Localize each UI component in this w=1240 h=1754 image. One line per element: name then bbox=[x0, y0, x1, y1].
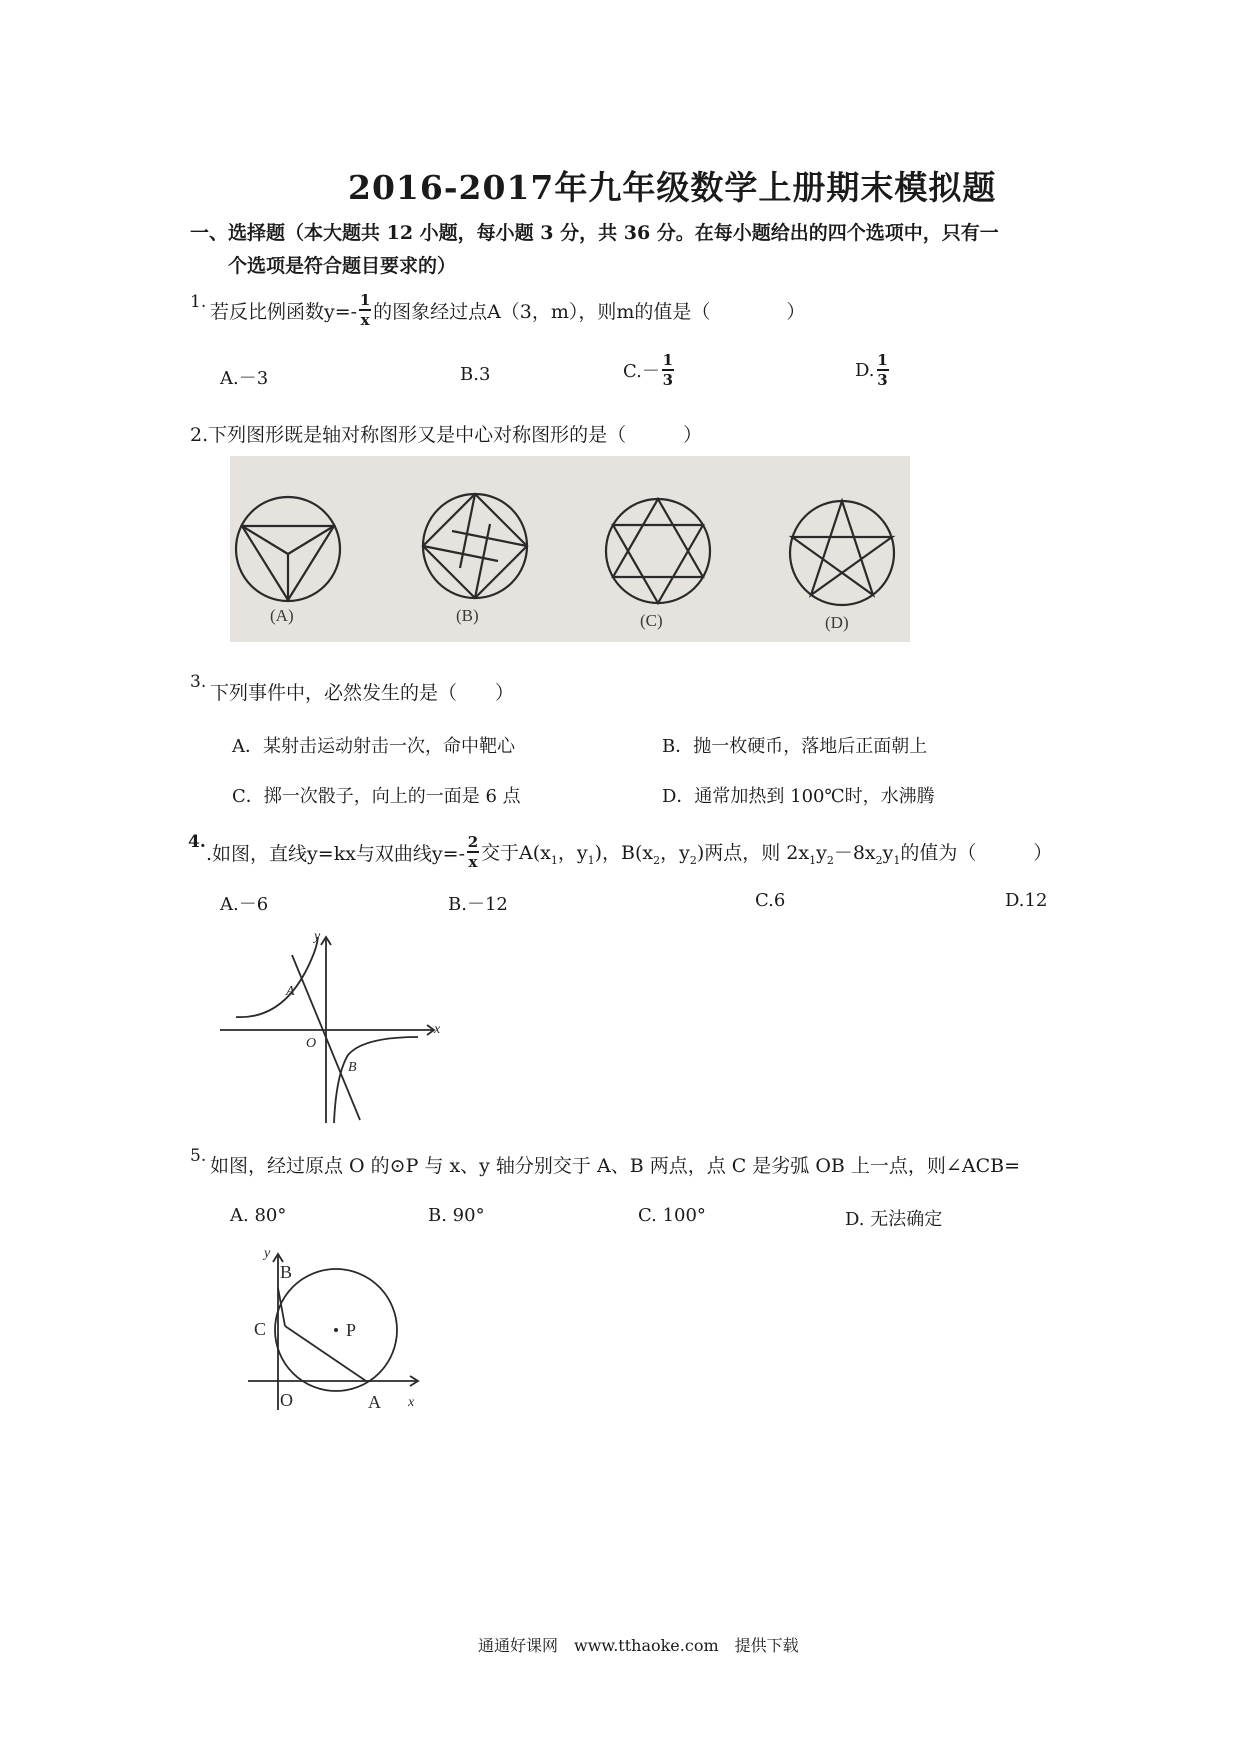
fraction-numerator: 1 bbox=[662, 351, 674, 369]
fraction-numerator: 1 bbox=[877, 351, 888, 369]
option-d: D.12 bbox=[1005, 890, 1048, 911]
point-label-b: B bbox=[280, 1262, 293, 1282]
axis-label-y: y bbox=[264, 1248, 271, 1261]
question-text: 2.下列图形既是轴对称图形又是中心对称图形的是（ ） bbox=[190, 424, 703, 446]
fraction-denominator: 3 bbox=[662, 371, 674, 389]
question-number: 4. bbox=[188, 832, 206, 852]
option-a: A.－3 bbox=[220, 368, 269, 389]
figure-shapes bbox=[230, 456, 910, 642]
figure-hyperbola bbox=[218, 925, 443, 1125]
option-d: D. 无法确定 bbox=[845, 1209, 943, 1230]
option-b: B.3 bbox=[460, 364, 491, 385]
question-number: 1. bbox=[190, 292, 207, 312]
fraction-denominator: x bbox=[360, 311, 370, 329]
option-d bbox=[855, 352, 891, 388]
question-number: 5. bbox=[190, 1146, 207, 1166]
question-text-pre: 若反比例函数y=- bbox=[210, 300, 358, 323]
option-b: B. 90° bbox=[428, 1205, 485, 1226]
option-b: B.－12 bbox=[448, 894, 508, 915]
fraction bbox=[877, 352, 889, 388]
fraction-numerator: 2 bbox=[467, 833, 479, 851]
point-label-a: A bbox=[368, 1392, 381, 1412]
point-label-a: A bbox=[286, 984, 295, 999]
option-d-label: D. bbox=[855, 359, 875, 381]
hyperbola-graph bbox=[218, 925, 443, 1125]
figure-label-b: (B) bbox=[456, 606, 479, 625]
question-number: 3. bbox=[190, 672, 207, 692]
fraction bbox=[359, 292, 371, 328]
question-text bbox=[206, 834, 1052, 870]
page-title: 2016-2017年九年级数学上册期末模拟题 bbox=[348, 168, 997, 207]
origin-label: O bbox=[280, 1390, 293, 1410]
option-c: C. 100° bbox=[638, 1205, 706, 1226]
question-text-pre: .如图，直线y=kx与双曲线y=- bbox=[206, 842, 465, 865]
point-label-p: P bbox=[346, 1320, 357, 1340]
option-c: C．掷一次骰子，向上的一面是 6 点 bbox=[232, 786, 521, 807]
option-c bbox=[623, 352, 676, 388]
axis-label-x: x bbox=[408, 1395, 415, 1410]
question-text: 下列事件中，必然发生的是（ ） bbox=[210, 682, 515, 704]
point-label-b: B bbox=[348, 1060, 357, 1075]
question-text-post: 的图象经过点A（3，m），则m的值是（ ） bbox=[373, 300, 806, 323]
question-text: 如图，经过原点 O 的⊙P 与 x、y 轴分别交于 A、B 两点，点 C 是劣弧 OB 上一点，则∠ACB= bbox=[210, 1155, 1020, 1177]
question-text-post: 交于$A(x_1$，$y_1$)，$B(x_2$，$y_2$)两点，则 $2x_1y_2-8x_2y_1$的值为（ ） bbox=[481, 841, 1053, 867]
figure-label-a: (A) bbox=[270, 606, 294, 625]
option-d: D．通常加热到 100℃时，水沸腾 bbox=[662, 786, 935, 807]
figure-circle-p bbox=[248, 1248, 438, 1418]
option-b: B．抛一枚硬币，落地后正面朝上 bbox=[662, 736, 928, 757]
axis-label-x: x bbox=[434, 1022, 441, 1037]
circle-p-graph bbox=[248, 1248, 438, 1418]
fraction bbox=[662, 352, 674, 388]
fraction-denominator: 3 bbox=[877, 371, 888, 389]
option-c: C.6 bbox=[755, 890, 786, 911]
point-label-c: C bbox=[254, 1319, 267, 1339]
figure-shapes-svg bbox=[230, 456, 910, 642]
option-a: A．某射击运动射击一次，命中靶心 bbox=[232, 736, 515, 757]
option-a: A.－6 bbox=[220, 894, 269, 915]
fraction bbox=[467, 834, 479, 870]
fraction-denominator: x bbox=[468, 853, 478, 871]
question-text bbox=[210, 292, 805, 328]
section-header-line1: 一、选择题（本大题共 12 小题，每小题 3 分，共 36 分。在每小题给出的四个选项中，只有一 bbox=[190, 222, 999, 244]
page-footer: 通通好课网 www.tthaoke.com 提供下载 bbox=[478, 1636, 799, 1655]
fraction-numerator: 1 bbox=[359, 291, 371, 309]
option-c-label: C.－ bbox=[623, 361, 660, 382]
figure-label-d: (D) bbox=[825, 613, 849, 632]
origin-label: O bbox=[306, 1036, 317, 1051]
axis-label-y: y bbox=[314, 929, 321, 944]
option-a: A. 80° bbox=[230, 1205, 287, 1226]
section-header-line2: 个选项是符合题目要求的） bbox=[228, 255, 457, 277]
figure-label-c: (C) bbox=[640, 611, 663, 630]
